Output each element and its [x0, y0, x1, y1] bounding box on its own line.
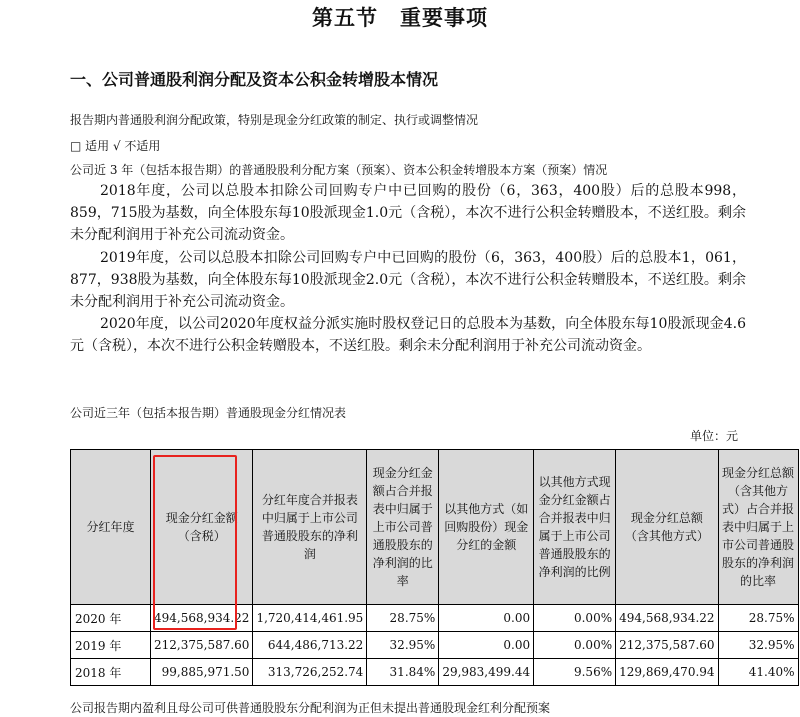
paragraph-2020: 2020年度，以公司2020年度权益分派实施时股权登记日的总股本为基数，向全体股东每10股派现金4.6元（含税），本次不进行公积金转赠股本，不送红股。剩余未分配利润用于补充公司流动资金。: [70, 316, 746, 354]
header-net-profit: 分红年度合并报表中归属于上市公司普通股股东的净利润: [253, 450, 367, 605]
cell-cash-dividend: 212,375,587.60: [151, 632, 253, 659]
page-title: 第五节 重要事项: [312, 6, 488, 30]
cell-other-ratio: 9.56%: [534, 659, 616, 686]
cell-cash-dividend: 99,885,971.50: [151, 659, 253, 686]
cell-total-dividend: 494,568,934.22: [616, 605, 718, 632]
header-year: 分红年度: [71, 450, 151, 605]
cell-other-dividend: 0.00: [439, 605, 534, 632]
table-row: [71, 632, 799, 659]
cell-other-dividend: 29,983,499.44: [439, 659, 534, 686]
cell-year: 2020 年: [71, 605, 151, 632]
cell-other-ratio: 0.00%: [534, 632, 616, 659]
applicable-line: □ 适用 √ 不适用: [70, 139, 161, 153]
cell-year: 2018 年: [71, 659, 151, 686]
header-dividend-ratio: 现金分红金额占合并报表中归属于上市公司普通股股东的净利润的比率: [367, 450, 439, 605]
cell-total-dividend: 129,869,470.94: [616, 659, 718, 686]
header-other-ratio: 以其他方式现金分红金额占合并报表中归属于上市公司普通股股东的净利润的比例: [534, 450, 616, 605]
cell-year: 2019 年: [71, 632, 151, 659]
header-other-dividend: 以其他方式（如回购股份）现金分红的金额: [439, 450, 534, 605]
cell-total-ratio: 28.75%: [718, 605, 798, 632]
header-total-ratio: 现金分红总额（含其他方式）占合并报表中归属于上市公司普通股股东的净利润的比率: [718, 450, 798, 605]
cell-total-ratio: 32.95%: [718, 632, 798, 659]
paragraph-2019: 2019年度，公司以总股本扣除公司回购专户中已回购的股份（6，363，400股）后的总股本1，061，877，938股为基数，向全体股东每10股派现金2.0元（含税），本次不进行公积金转赠股本，不送红股。剩余未分配利润用于补充公司流动资金。: [70, 250, 746, 310]
header-total-dividend: 现金分红总额（含其他方式）: [616, 450, 718, 605]
cell-other-ratio: 0.00%: [534, 605, 616, 632]
cell-dividend-ratio: 32.95%: [367, 632, 439, 659]
cell-net-profit: 1,720,414,461.95: [253, 605, 367, 632]
section-heading: 一、公司普通股利润分配及资本公积金转增股本情况: [70, 70, 439, 89]
header-cash-dividend: 现金分红金额（含税）: [151, 450, 253, 605]
cell-net-profit: 313,726,252.74: [253, 659, 367, 686]
cell-other-dividend: 0.00: [439, 632, 534, 659]
footer-line: 公司报告期内盈利且母公司可供普通股股东分配利润为正但未提出普通股现金红利分配预案: [70, 701, 551, 715]
table-row: [71, 659, 799, 686]
table-caption: 公司近三年（包括本报告期）普通股现金分红情况表: [70, 406, 347, 420]
cell-dividend-ratio: 31.84%: [367, 659, 439, 686]
cell-total-ratio: 41.40%: [718, 659, 798, 686]
paragraph-2018: 2018年度，公司以总股本扣除公司回购专户中已回购的股份（6，363，400股）后的总股本998，859，715股为基数，向全体股东每10股派现金1.0元（含税），本次不进行公积金转赠股本，不送红股。剩余未分配利润用于补充公司流动资金。: [70, 183, 746, 243]
cell-total-dividend: 212,375,587.60: [616, 632, 718, 659]
cell-cash-dividend: 494,568,934.22: [151, 605, 253, 632]
policy-line: 报告期内普通股利润分配政策，特别是现金分红政策的制定、执行或调整情况: [70, 113, 479, 127]
unit-label: 单位：元: [689, 429, 738, 443]
cell-net-profit: 644,486,713.22: [253, 632, 367, 659]
highlight-box: [153, 455, 237, 630]
plan-line: 公司近 3 年（包括本报告期）的普通股股利分配方案（预案）、资本公积金转增股本方案（预案）情况: [70, 163, 608, 177]
cell-dividend-ratio: 28.75%: [367, 605, 439, 632]
